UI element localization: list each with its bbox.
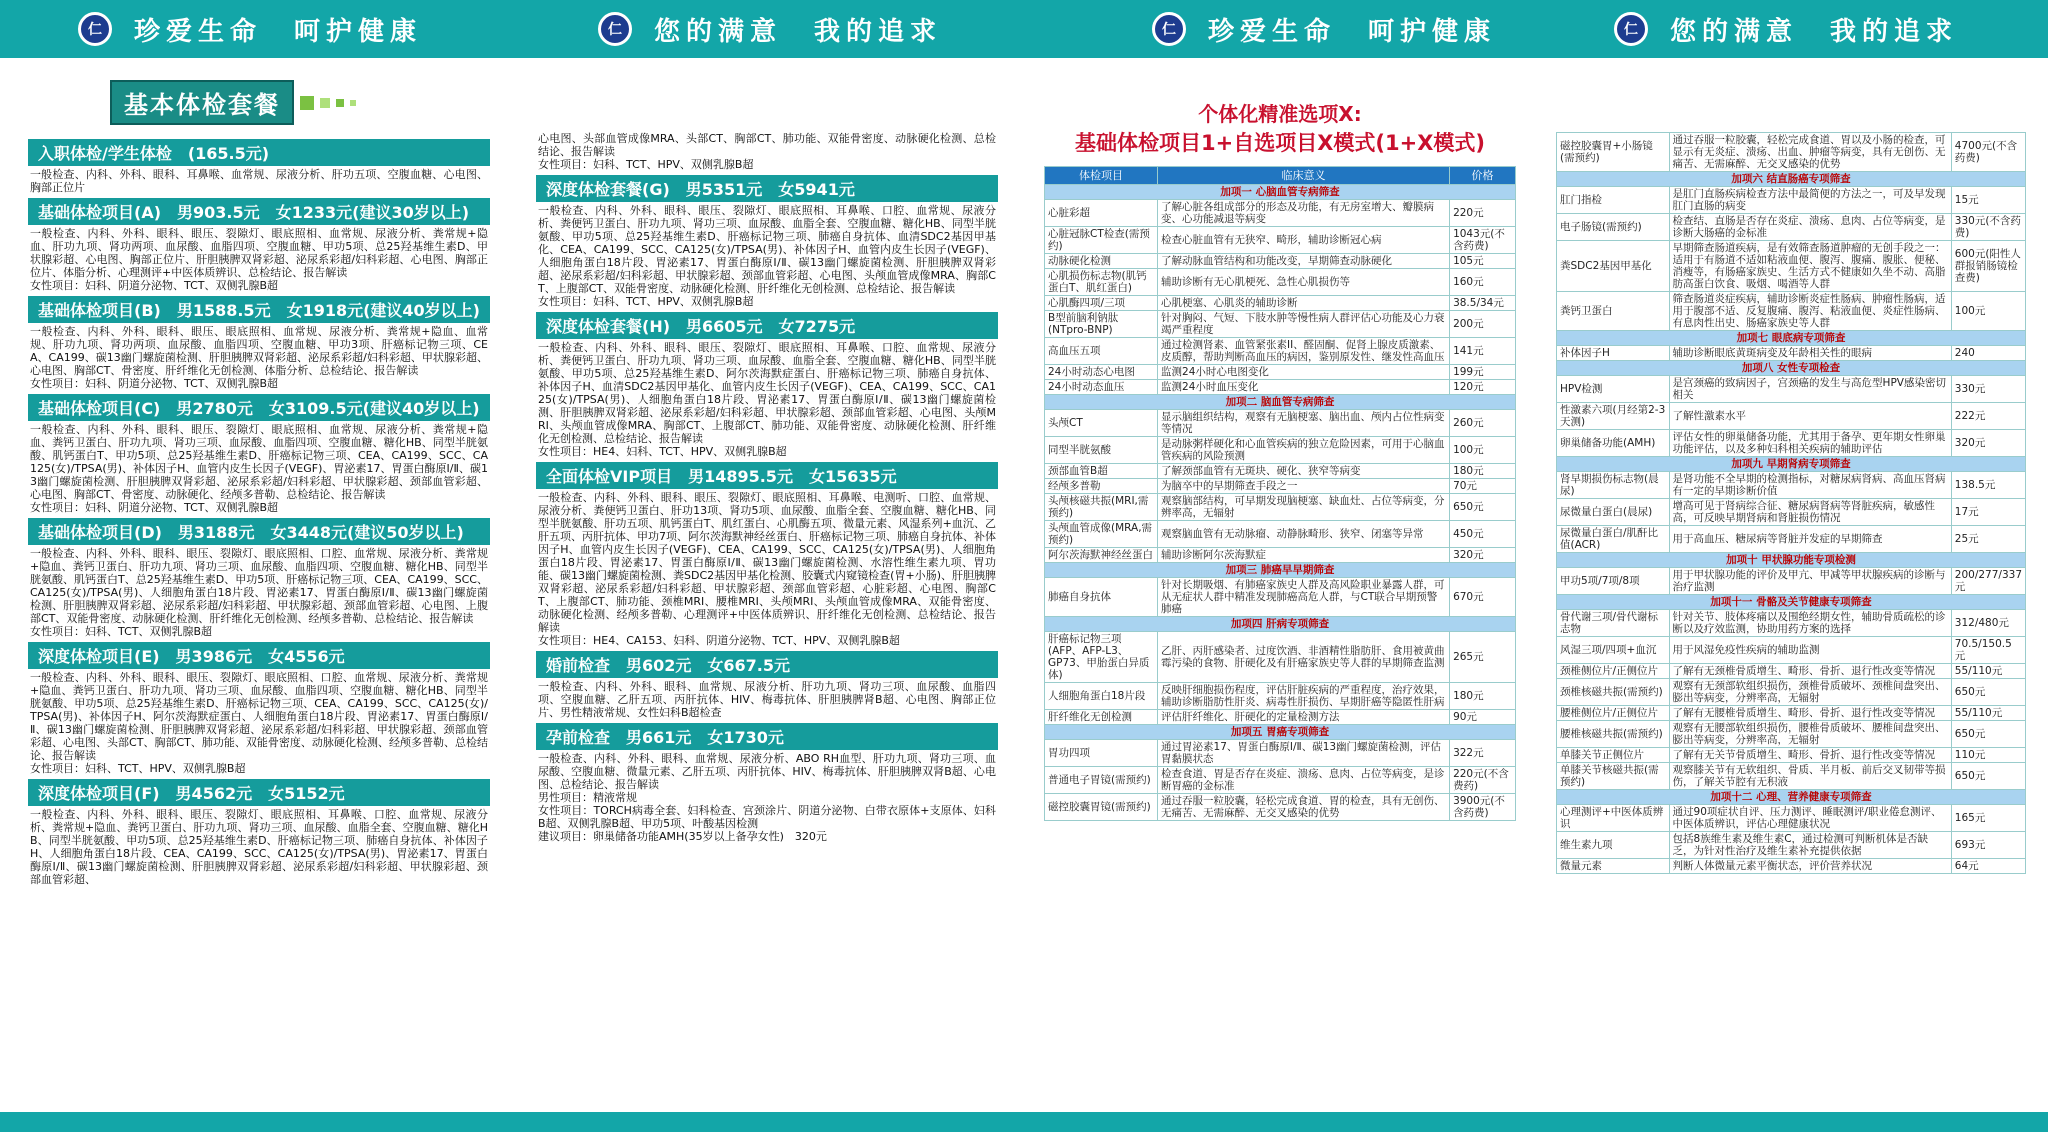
item-name: 维生素九项 (1557, 832, 1670, 859)
category-label: 加项八 女性专项检查 (1557, 361, 2026, 376)
item-meaning: 检查结、直肠是否存在炎症、溃疡、息肉、占位等病变，是诊断大肠癌的金标准 (1669, 214, 1951, 241)
package-title: 婚前检查 男602元 女667.5元 (536, 651, 998, 678)
item-name: 粪SDC2基因甲基化 (1557, 241, 1670, 292)
table-row (1557, 706, 2026, 721)
table-row (1557, 526, 2026, 553)
item-meaning: 是肛门直肠疾病检查方法中最简便的方法之一，可及早发现肛门直肠的病变 (1669, 187, 1951, 214)
table-row (1045, 380, 1516, 395)
item-price: 70元 (1450, 479, 1516, 494)
category-row (1045, 395, 1516, 410)
category-row (1557, 595, 2026, 610)
table-row (1045, 338, 1516, 365)
item-name: 甲功5项/7项/8项 (1557, 568, 1670, 595)
package-list (536, 175, 998, 843)
col-header-price: 价格 (1450, 167, 1516, 185)
item-price: 260元 (1450, 410, 1516, 437)
item-price: 17元 (1951, 499, 2025, 526)
package-items: 一般检查、内科、外科、眼科、眼压、眼底照相、血常规、尿液分析、粪常规+隐血、血常规、肝功九项、肾功两项、血尿酸、血脂四项、空腹血糖、甲功3项、肝癌标记物三项、CEA、CA199、碳13幽门螺旋菌检测、肝胆胰脾双肾彩超、泌尿系彩超/妇科彩超、甲状腺彩超、心电图、胸部CT、骨密度、肝纤维化无创检测、体脂分析、总检结论、报告解读 女性项目：妇科、阴道分泌物、TCT、双侧乳腺B超 (30, 325, 488, 390)
table-row (1557, 637, 2026, 664)
item-name: 颈椎核磁共振(需预约) (1557, 679, 1670, 706)
item-name: 肾早期损伤标志物(晨尿) (1557, 472, 1670, 499)
table-row (1557, 187, 2026, 214)
item-meaning: 针对长期吸烟、有肺癌家族史人群及高风险职业暴露人群，可从无症状人群中精准发现肺癌高危人群，与CT联合早期预警肺癌 (1158, 578, 1450, 617)
table-row (1557, 763, 2026, 790)
item-name: 风湿三项/四项+血沉 (1557, 637, 1670, 664)
item-price: 180元 (1450, 683, 1516, 710)
slogan-4: 仁 您的满意 我的追求 (1614, 0, 1958, 58)
table-row (1557, 610, 2026, 637)
package-items: 一般检查、内科、外科、眼科、眼压、裂隙灯、眼底照相、耳鼻喉、口腔、血常规、尿液分析、粪便钙卫蛋白、肝功九项、肾功三项、血尿酸、血脂全套、空腹血糖、糖化HB、同型半胱氨酸、甲功5项、总25羟基维生素D、肝癌标记物三项、肺癌自身抗体、血清SDC2基因甲基化、CEA、CA199、SCC、CA125(女)/TPSA(男)、补体因子H、血管内皮生长因子(VEGF)、人细胞角蛋白18片段、胃泌素17、胃蛋白酶原Ⅰ/Ⅱ、碳13幽门螺旋菌检测、肝胆胰脾双肾彩超、泌尿系彩超/妇科彩超、甲状腺彩超、颈部血管彩超、心电图、头颅血管成像MRA、胸部CT、上腹部CT、双能骨密度、动脉硬化检测、肝纤维化无创检测、总检结论、报告解读 女性项目：妇科、TCT、HPV、双侧乳腺B超 (538, 204, 996, 308)
table-row (1557, 472, 2026, 499)
package-title: 全面体检VIP项目 男14895.5元 女15635元 (536, 462, 998, 489)
category-label: 加项十一 骨骼及关节健康专项筛查 (1557, 595, 2026, 610)
package-section (28, 779, 490, 886)
item-meaning: 了解有无关节骨质增生、畸形、骨折、退行性改变等情况 (1669, 748, 1951, 763)
item-meaning: 为脑卒中的早期筛查手段之一 (1158, 479, 1450, 494)
item-price: 165元 (1951, 805, 2025, 832)
table-row (1557, 376, 2026, 403)
table-row (1045, 740, 1516, 767)
item-price: 600元(阳性人群报销肠镜检查费) (1951, 241, 2025, 292)
item-price: 105元 (1450, 254, 1516, 269)
package-section (536, 312, 998, 458)
item-price: 693元 (1951, 832, 2025, 859)
item-price: 330元 (1951, 376, 2025, 403)
category-label: 加项七 眼底病专项筛查 (1557, 331, 2026, 346)
item-price: 100元 (1951, 292, 2025, 331)
item-price: 670元 (1450, 578, 1516, 617)
item-meaning: 评估肝纤维化、肝硬化的定量检测方法 (1158, 710, 1450, 725)
item-name: 尿微量白蛋白/肌酐比值(ACR) (1557, 526, 1670, 553)
table-row (1557, 292, 2026, 331)
item-name: 肝癌标记物三项(AFP、AFP-L3、GP73、甲胎蛋白异质体) (1045, 632, 1158, 683)
package-title: 基础体检项目(D) 男3188元 女3448元(建议50岁以上) (28, 518, 490, 545)
slogan-2: 仁 您的满意 我的追求 (598, 0, 942, 58)
item-meaning: 用于高血压、糖尿病等肾脏并发症的早期筛查 (1669, 526, 1951, 553)
hospital-logo-icon: 仁 (1152, 12, 1186, 46)
item-meaning: 评估女性的卵巢储备功能，尤其用于备孕、更年期女性卵巢功能评估，以及多种妇科相关疾病的辅助评估 (1669, 430, 1951, 457)
table-row (1557, 664, 2026, 679)
category-label: 加项十二 心理、营养健康专项筛查 (1557, 790, 2026, 805)
item-price: 100元 (1450, 437, 1516, 464)
addon-table-continued (1556, 132, 2026, 874)
item-meaning: 用于风湿免疫性疾病的辅助监测 (1669, 637, 1951, 664)
item-name: 单膝关节核磁共振(需预约) (1557, 763, 1670, 790)
package-items: 一般检查、内科、外科、眼科、眼压、裂隙灯、眼底照相、口腔、血常规、尿液分析、粪常规+隐血、粪钙卫蛋白、肝功九项、肾功三项、血尿酸、血脂四项、空腹血糖、糖化HB、同型半胱氨酸、肌钙蛋白T、总25羟基维生素D、甲功5项、肝癌标记物三项、CEA、CA199、SCC、CA125(女)/TPSA(男)、人细胞角蛋白18片段、胃泌素17、胃蛋白酶原Ⅰ/Ⅱ、碳13幽门螺旋菌检测、肝胆胰脾双肾彩超、泌尿系彩超/妇科彩超、甲状腺彩超、颈部血管彩超、心电图、上腹部CT、双能骨密度、动脉硬化检测、肝纤维化无创检测、经颅多普勒、总检结论、报告解读 女性项目：妇科、TCT、双侧乳腺B超 (30, 547, 488, 638)
table-row (1557, 568, 2026, 595)
package-items: 一般检查、内科、外科、眼科、眼压、裂隙灯、眼底照相、耳鼻喉、口腔、血常规、尿液分析、粪便钙卫蛋白、肝功九项、肾功三项、血尿酸、血脂全套、空腹血糖、糖化HB、同型半胱氨酸、甲功5项、总25羟基维生素D、阿尔茨海默症蛋白、肝癌标记物三项、肺癌自身抗体、补体因子H、血清SDC2基因甲基化、血管内皮生长因子(VEGF)、CEA、CA199、SCC、CA125(女)/TPSA(男)、人细胞角蛋白18片段、胃泌素17、胃蛋白酶原Ⅰ/Ⅱ、碳13幽门螺旋菌检测、肝胆胰脾双肾彩超、泌尿系彩超/妇科彩超、甲状腺彩超、颈部血管彩超、心电图、头颅MRI、头颅血管成像MRA、胸部CT、上腹部CT、肺功能、双能骨密度、动脉硬化检测、肝纤维化无创检测、总检结论、报告解读 女性项目：HE4、妇科、TCT、HPV、双侧乳腺B超 (538, 341, 996, 458)
item-name: 磁控胶囊胃+小肠镜(需预约) (1557, 133, 1670, 172)
bottom-banner (0, 1112, 2048, 1132)
item-price: 55/110元 (1951, 706, 2025, 721)
col-header-item: 体检项目 (1045, 167, 1158, 185)
item-name: 肛门指检 (1557, 187, 1670, 214)
category-label: 加项十 甲状腺功能专项检测 (1557, 553, 2026, 568)
item-meaning: 是动脉粥样硬化和心血管疾病的独立危险因素，可用于心脑血管疾病的风险预测 (1158, 437, 1450, 464)
package-title: 基础体检项目(A) 男903.5元 女1233元(建议30岁以上) (28, 198, 490, 225)
item-name: 骨代谢三项/骨代谢标志物 (1557, 610, 1670, 637)
item-meaning: 筛查肠道炎症疾病，辅助诊断炎症性肠病、肿瘤性肠病，适用于腹部不适、反复腹痛、腹泻、粘液血便、炎症性肠病、有息肉性出史、肠癌家族史等人群 (1669, 292, 1951, 331)
item-meaning: 了解颈部血管有无斑块、硬化、狭窄等病变 (1158, 464, 1450, 479)
package-title: 基础体检项目(C) 男2780元 女3109.5元(建议40岁以上) (28, 394, 490, 421)
item-name: 颈椎侧位片/正侧位片 (1557, 664, 1670, 679)
category-label: 加项九 早期肾病专项筛查 (1557, 457, 2026, 472)
item-name: 性激素六项(月经第2-3天测) (1557, 403, 1670, 430)
package-section (28, 394, 490, 514)
item-name: HPV检测 (1557, 376, 1670, 403)
category-label: 加项五 胃癌专项筛查 (1045, 725, 1516, 740)
table-row (1557, 805, 2026, 832)
item-name: 头颅CT (1045, 410, 1158, 437)
table-row (1045, 632, 1516, 683)
item-meaning: 检查心脏血管有无狭窄、畸形，辅助诊断冠心病 (1158, 227, 1450, 254)
package-items: 一般检查、内科、外科、眼科、耳鼻喉、血常规、尿液分析、肝功五项、空腹血糖、心电图、胸部正位片 (30, 168, 488, 194)
item-price: 120元 (1450, 380, 1516, 395)
category-row (1557, 361, 2026, 376)
table-row (1557, 214, 2026, 241)
category-row (1045, 563, 1516, 578)
item-price: 15元 (1951, 187, 2025, 214)
category-row (1045, 617, 1516, 632)
package-section (536, 175, 998, 308)
item-name: 心脏冠脉CT检查(需预约) (1045, 227, 1158, 254)
table-row (1045, 578, 1516, 617)
item-meaning: 检查食道、胃是否存在炎症、溃疡、息肉、占位等病变，是诊断胃癌的金标准 (1158, 767, 1450, 794)
item-name: 心肌酶四项/三项 (1045, 296, 1158, 311)
item-meaning: 心肌梗塞、心肌炎的辅助诊断 (1158, 296, 1450, 311)
item-meaning: 通过吞服一粒胶囊，轻松完成食道、胃以及小肠的检查，可显示有无炎症、溃疡、出血、肿瘤等病变，具有无创伤、无痛苦、无需麻醉、无交叉感染的优势 (1669, 133, 1951, 172)
item-price: 138.5元 (1951, 472, 2025, 499)
item-meaning: 通过胃泌素17、胃蛋白酶原Ⅰ/Ⅱ、碳13幽门螺旋菌检测，评估胃黏膜状态 (1158, 740, 1450, 767)
package-title: 深度体检项目(F) 男4562元 女5152元 (28, 779, 490, 806)
slogan-3: 仁 珍爱生命 呵护健康 (1152, 0, 1496, 58)
table-row (1557, 241, 2026, 292)
package-title: 入职体检/学生体检 (165.5元) (28, 139, 490, 166)
item-price: 70.5/150.5元 (1951, 637, 2025, 664)
category-row (1557, 457, 2026, 472)
item-price: 320元 (1450, 548, 1516, 563)
category-label: 加项三 肺癌早早期筛查 (1045, 563, 1516, 578)
package-title: 深度体检套餐(G) 男5351元 女5941元 (536, 175, 998, 202)
item-name: 头颅核磁共振(MRI,需预约) (1045, 494, 1158, 521)
table-row (1557, 403, 2026, 430)
item-price: 38.5/34元 (1450, 296, 1516, 311)
item-name: 单膝关节正侧位片 (1557, 748, 1670, 763)
item-name: 心理测评+中医体质辨识 (1557, 805, 1670, 832)
item-meaning: 包括8族维生素及维生素C，通过检测可判断机体是否缺乏，为针对性治疗及维生素补充提供依据 (1669, 832, 1951, 859)
addon-table (1044, 166, 1516, 821)
item-meaning: 针对关节、肢体疼痛以及围绝经期女性，辅助骨质疏松的诊断以及疗效监测，协助用药方案的选择 (1669, 610, 1951, 637)
table-row (1045, 410, 1516, 437)
item-name: 心肌损伤标志物(肌钙蛋白T、肌红蛋白) (1045, 269, 1158, 296)
item-meaning: 观察脑血管有无动脉瘤、动静脉畸形、狭窄、闭塞等异常 (1158, 521, 1450, 548)
item-price: 650元 (1951, 721, 2025, 748)
item-name: 24小时动态血压 (1045, 380, 1158, 395)
table-row (1045, 365, 1516, 380)
package-title: 深度体检套餐(H) 男6605元 女7275元 (536, 312, 998, 339)
item-meaning: 了解性激素水平 (1669, 403, 1951, 430)
item-name: 微量元素 (1557, 859, 1670, 874)
item-price: 330元(不含药费) (1951, 214, 2025, 241)
table-row (1557, 499, 2026, 526)
category-label: 加项一 心脑血管专病筛查 (1045, 185, 1516, 200)
item-meaning: 用于甲状腺功能的评价及甲亢、甲减等甲状腺疾病的诊断与治疗监测 (1669, 568, 1951, 595)
packages-column-2 (536, 70, 998, 1108)
package-section (536, 462, 998, 647)
table-row (1045, 437, 1516, 464)
table-row (1045, 269, 1516, 296)
item-meaning: 了解有无颈椎骨质增生、畸形、骨折、退行性改变等情况 (1669, 664, 1951, 679)
item-price: 200元 (1450, 311, 1516, 338)
item-name: 粪钙卫蛋白 (1557, 292, 1670, 331)
item-meaning: 观察膝关节有无软组织、骨质、半月板、前后交叉韧带等损伤，了解关节腔有无积液 (1669, 763, 1951, 790)
table-row (1557, 346, 2026, 361)
slogan-1: 仁 珍爱生命 呵护健康 (78, 0, 422, 58)
table-row (1045, 311, 1516, 338)
package-section (28, 296, 490, 390)
item-price: 199元 (1450, 365, 1516, 380)
item-price: 3900元(不含药费) (1450, 794, 1516, 821)
col-header-meaning: 临床意义 (1158, 167, 1450, 185)
item-price: 4700元(不含药费) (1951, 133, 2025, 172)
table-row (1045, 683, 1516, 710)
item-price: 64元 (1951, 859, 2025, 874)
table-row (1557, 832, 2026, 859)
table-row (1557, 748, 2026, 763)
table-row (1045, 494, 1516, 521)
addon-column-2 (1556, 132, 2026, 1108)
package-items: 一般检查、内科、外科、眼科、眼压、裂隙灯、眼底照相、口腔、血常规、尿液分析、粪常规+隐血、粪钙卫蛋白、肝功九项、肾功三项、血尿酸、血脂四项、空腹血糖、糖化HB、同型半胱氨酸、甲功5项、总25羟基维生素D、肝癌标记物三项、CEA、CA199、SCC、CA125(女)/TPSA(男)、补体因子H、阿尔茨海默症蛋白、人细胞角蛋白18片段、胃泌素17、胃蛋白酶原Ⅰ/Ⅱ、碳13幽门螺旋菌检测、肝胆胰脾双肾彩超、泌尿系彩超/妇科彩超、甲状腺彩超、颈部血管彩超、心电图、头部CT、胸部CT、肺功能、双能骨密度、动脉硬化检测、经颅多普勒、总检结论、报告解读 女性项目：妇科、TCT、HPV、双侧乳腺B超 (30, 671, 488, 775)
item-name: 肺癌自身抗体 (1045, 578, 1158, 617)
item-meaning: 了解心脏各组成部分的形态及功能，有无房室增大、瓣膜病变、心功能减退等病变 (1158, 200, 1450, 227)
item-price: 240 (1951, 346, 2025, 361)
item-name: 高血压五项 (1045, 338, 1158, 365)
table-row (1557, 133, 2026, 172)
package-section (28, 198, 490, 292)
item-meaning: 监测24小时心电图变化 (1158, 365, 1450, 380)
item-name: 阿尔茨海默神经丝蛋白 (1045, 548, 1158, 563)
item-name: 电子肠镜(需预约) (1557, 214, 1670, 241)
item-price: 110元 (1951, 748, 2025, 763)
item-price: 90元 (1450, 710, 1516, 725)
package-title: 孕前检查 男661元 女1730元 (536, 723, 998, 750)
item-price: 25元 (1951, 526, 2025, 553)
item-meaning: 显示脑组织结构，观察有无脑梗塞、脑出血、颅内占位性病变等情况 (1158, 410, 1450, 437)
item-price: 220元 (1450, 200, 1516, 227)
item-meaning: 观察有无颈部软组织损伤，颈椎骨质破坏、颈椎间盘突出、膨出等病变，分辨率高，无辐射 (1669, 679, 1951, 706)
table-row (1045, 254, 1516, 269)
package-section (28, 139, 490, 194)
table-row (1557, 721, 2026, 748)
item-meaning: 通过90项症状自评、压力测评、睡眠测评/职业倦怠测评、中医体质辨识，评估心理健康状况 (1669, 805, 1951, 832)
table-row (1045, 767, 1516, 794)
item-name: 颈部血管B超 (1045, 464, 1158, 479)
table-row (1557, 859, 2026, 874)
table-row (1045, 296, 1516, 311)
table-row (1045, 227, 1516, 254)
item-meaning: 乙肝、丙肝感染者、过度饮酒、非酒精性脂肪肝、食用被黄曲霉污染的食物、肝硬化及有肝癌家族史等人群的早期筛查监测 (1158, 632, 1450, 683)
item-meaning: 通过检测肾素、血管紧张素II、醛固酮、促肾上腺皮质激素、皮质醇，帮助判断高血压的病因，鉴别原发性、继发性高血压 (1158, 338, 1450, 365)
item-name: 尿微量白蛋白(晨尿) (1557, 499, 1670, 526)
item-price: 450元 (1450, 521, 1516, 548)
item-price: 180元 (1450, 464, 1516, 479)
addon-title: 个体化精准选项X: (1198, 102, 1362, 126)
item-name: 经颅多普勒 (1045, 479, 1158, 494)
category-row (1045, 185, 1516, 200)
package-section (28, 518, 490, 638)
table-row (1045, 479, 1516, 494)
item-price: 141元 (1450, 338, 1516, 365)
category-row (1045, 725, 1516, 740)
item-name: 卵巢储备功能(AMH) (1557, 430, 1670, 457)
table-row (1045, 464, 1516, 479)
package-items: 一般检查、内科、外科、眼科、眼压、裂隙灯、眼底照相、血常规、尿液分析、粪常规+隐血、肝功九项、肾功两项、血尿酸、血脂四项、空腹血糖、甲功5项、总25羟基维生素D、甲状腺彩超、心电图、胸部正位片、肝胆胰脾双肾彩超、泌尿系彩超/妇科彩超、心电图、胸部正位片、体脂分析、心理测评+中医体质辨识、总检结论、报告解读 女性项目：妇科、阴道分泌物、TCT、双侧乳腺B超 (30, 227, 488, 292)
item-meaning: 是宫颈癌的致病因子，宫颈癌的发生与高危型HPV感染密切相关 (1669, 376, 1951, 403)
item-price: 222元 (1951, 403, 2025, 430)
item-name: 心脏彩超 (1045, 200, 1158, 227)
item-name: 腰椎核磁共振(需预约) (1557, 721, 1670, 748)
table-row (1045, 794, 1516, 821)
package-section (536, 723, 998, 843)
packages-column-1 (28, 70, 490, 1108)
table-row (1045, 710, 1516, 725)
item-price: 312/480元 (1951, 610, 2025, 637)
package-section (536, 651, 998, 719)
item-meaning: 了解有无腰椎骨质增生、畸形、骨折、退行性改变等情况 (1669, 706, 1951, 721)
item-meaning: 观察有无腰部软组织损伤，腰椎骨质破坏、腰椎间盘突出、膨出等病变，分辨率高，无辐射 (1669, 721, 1951, 748)
item-price: 55/110元 (1951, 664, 2025, 679)
item-name: 补体因子H (1557, 346, 1670, 361)
package-items: 一般检查、内科、外科、眼科、眼压、裂隙灯、眼底照相、血常规、尿液分析、粪常规+隐血、粪钙卫蛋白、肝功九项、肾功三项、血尿酸、血脂四项、空腹血糖、糖化HB、同型半胱氨酸、肌钙蛋白T、甲功5项、总25羟基维生素D、肝癌标记物三项、CEA、CA199、SCC、CA125(女)/TPSA(男)、补体因子H、血管内皮生长因子(VEGF)、胃泌素17、胃蛋白酶原Ⅰ/Ⅱ、碳13幽门螺旋菌检测、肝胆胰脾双肾彩超、泌尿系彩超/妇科彩超、甲状腺彩超、颈部血管彩超、心电图、胸部CT、骨密度、动脉硬化、经颅多普勒、总检结论、报告解读 女性项目：妇科、阴道分泌物、TCT、双侧乳腺B超 (30, 423, 488, 514)
item-price: 1043元(不含药费) (1450, 227, 1516, 254)
item-meaning: 辅助诊断眼底黄斑病变及年龄相关性的眼病 (1669, 346, 1951, 361)
category-label: 加项二 脑血管专病筛查 (1045, 395, 1516, 410)
item-name: B型前脑利钠肽(NTpro-BNP) (1045, 311, 1158, 338)
package-title: 深度体检项目(E) 男3986元 女4556元 (28, 642, 490, 669)
item-meaning: 早期筛查肠道疾病，是有效筛查肠道肿瘤的无创手段之一：适用于有肠道不适如粘液血便、腹泻、腹痛、腹胀、便秘、消瘦等，有肠癌家族史、生活方式不健康如久坐不动、高脂肪高蛋白饮食、吸烟、喝酒等人群 (1669, 241, 1951, 292)
package-items: 一般检查、内科、外科、眼科、血常规、尿液分析、ABO RH血型、肝功九项、肾功三项、血尿酸、空腹血糖、微量元素、乙肝五项、丙肝抗体、HIV、梅毒抗体、肝胆胰脾双肾B超、心电图、总检结论、报告解读 男性项目：精液常规 女性项目：TORCH病毒全套、妇科检查、宫颈涂片、阴道分泌物、白带衣原体+支原体、妇科B超、双侧乳腺B超、甲功5项、叶酸基因检测 建议项目：卵巢储备功能AMH(35岁以上备孕女性) 320元 (538, 752, 996, 843)
item-name: 动脉硬化检测 (1045, 254, 1158, 269)
table-row (1045, 521, 1516, 548)
item-price: 650元 (1951, 679, 2025, 706)
item-meaning: 监测24小时血压变化 (1158, 380, 1450, 395)
table-row (1557, 430, 2026, 457)
item-meaning: 观察脑部结构，可早期发现脑梗塞、缺血灶、占位等病变，分辨率高，无辐射 (1158, 494, 1450, 521)
item-meaning: 辅助诊断有无心肌梗死、急性心肌损伤等 (1158, 269, 1450, 296)
item-price: 650元 (1450, 494, 1516, 521)
item-meaning: 了解动脉血管结构和功能改变，早期筛查动脉硬化 (1158, 254, 1450, 269)
table-row (1557, 679, 2026, 706)
package-items: 一般检查、内科、外科、眼科、眼压、裂隙灯、眼底照相、耳鼻喉、口腔、血常规、尿液分析、粪常规+隐血、粪钙卫蛋白、肝功九项、肾功三项、血尿酸、血脂全套、空腹血糖、糖化HB、同型半胱氨酸、甲功5项、总25羟基维生素D、肝癌标记物三项、肺癌自身抗体、补体因子H、人细胞角蛋白18片段、CEA、CA199、SCC、CA125(女)/TPSA(男)、胃泌素17、胃蛋白酶原Ⅰ/Ⅱ、碳13幽门螺旋菌检测、肝胆胰脾双肾彩超、泌尿系彩超/妇科彩超、甲状腺彩超、颈部血管彩超、 (30, 808, 488, 886)
item-price: 220元(不含费药) (1450, 767, 1516, 794)
item-price: 320元 (1951, 430, 2025, 457)
table-row (1045, 548, 1516, 563)
item-name: 头颅血管成像(MRA,需预约) (1045, 521, 1158, 548)
item-meaning: 通过吞服一粒胶囊，轻松完成食道、胃的检查，具有无创伤、无痛苦、无需麻醉、无交叉感染的优势 (1158, 794, 1450, 821)
item-meaning: 辅助诊断阿尔茨海默症 (1158, 548, 1450, 563)
item-meaning: 增高可见于肾病综合征、糖尿病肾病等肾脏疾病，敏感性高，可反映早期肾病和肾脏损伤情况 (1669, 499, 1951, 526)
category-row (1557, 172, 2026, 187)
package-title: 基础体检项目(B) 男1588.5元 女1918元(建议40岁以上) (28, 296, 490, 323)
item-name: 肝纤维化无创检测 (1045, 710, 1158, 725)
category-label: 加项六 结直肠癌专项筛查 (1557, 172, 2026, 187)
item-name: 人细胞角蛋白18片段 (1045, 683, 1158, 710)
category-row (1557, 790, 2026, 805)
addon-column-1 (1044, 100, 1516, 1108)
item-meaning: 判断人体微量元素平衡状态，评价营养状况 (1669, 859, 1951, 874)
table-row (1045, 200, 1516, 227)
section-title: 基本体检套餐 (110, 80, 490, 125)
addon-subtitle: 基础体检项目1+自选项目X模式(1+X模式) (1075, 131, 1485, 155)
package-section (28, 642, 490, 775)
item-name: 腰椎侧位片/正侧位片 (1557, 706, 1670, 721)
item-name: 24小时动态心电图 (1045, 365, 1158, 380)
item-meaning: 是肾功能不全早期的检测指标，对糖尿病肾病、高血压肾病有一定的早期诊断价值 (1669, 472, 1951, 499)
hospital-logo-icon: 仁 (1614, 12, 1648, 46)
item-price: 322元 (1450, 740, 1516, 767)
item-name: 胃功四项 (1045, 740, 1158, 767)
category-label: 加项四 肝病专项筛查 (1045, 617, 1516, 632)
package-list (28, 139, 490, 886)
package-items: 一般检查、内科、外科、眼科、眼压、裂隙灯、眼底照相、耳鼻喉、电测听、口腔、血常规、尿液分析、粪便钙卫蛋白、肝功13项、肾功5项、血尿酸、血脂全套、空腹血糖、糖化HB、同型半胱氨酸、肝功五项、肌钙蛋白T、肌红蛋白、心肌酶五项、微量元素、风湿系列+血沉、乙肝五项、丙肝抗体、甲功7项、阿尔茨海默神经丝蛋白、肝癌标记物三项、肺癌自身抗体、补体因子H、血管内皮生长因子(VEGF)、CEA、CA199、SCC、CA125(女)/TPSA(男)、人细胞角蛋白18片段、胃泌素17、胃蛋白酶原Ⅰ/Ⅱ、碳13幽门螺旋菌检测、水溶性维生素九项、胃功能、碳13幽门螺旋菌检测、粪SDC2基因甲基化检测、胶囊式内窥镜检查(胃+小肠)、肝胆胰脾双肾彩超、泌尿系彩超/妇科彩超、甲状腺彩超、颈部血管彩超、心脏彩超、心电图、胸部CT、上腹部CT、肺功能、颈椎MRI、腰椎MRI、头颅MRI、头颅血管成像MRA、双能骨密度、动脉硬化检测、经颅多普勒、心理测评+中医体质辨识、肝纤维化无创检测、总检结论、报告解读 女性项目：HE4、CA153、妇科、阴道分泌物、TCT、HPV、双侧乳腺B超 (538, 491, 996, 647)
item-price: 265元 (1450, 632, 1516, 683)
item-name: 普通电子胃镜(需预约) (1045, 767, 1158, 794)
hospital-logo-icon: 仁 (78, 12, 112, 46)
category-row (1557, 331, 2026, 346)
item-price: 200/277/337元 (1951, 568, 2025, 595)
item-price: 160元 (1450, 269, 1516, 296)
item-price: 650元 (1951, 763, 2025, 790)
item-meaning: 针对胸闷、气短、下肢水肿等慢性病人群评估心功能及心力衰竭严重程度 (1158, 311, 1450, 338)
item-name: 磁控胶囊胃镜(需预约) (1045, 794, 1158, 821)
category-row (1557, 553, 2026, 568)
hospital-logo-icon: 仁 (598, 12, 632, 46)
item-name: 同型半胱氨酸 (1045, 437, 1158, 464)
package-items: 一般检查、内科、外科、眼科、血常规、尿液分析、肝功九项、肾功三项、血尿酸、血脂四项、空腹血糖、乙肝五项、丙肝抗体、HIV、梅毒抗体、肝胆胰脾肾B超、心电图、胸部正位片、男性精液常规、女性妇科B超检查 (538, 680, 996, 719)
item-meaning: 反映肝细胞损伤程度，评估肝脏疾病的严重程度，治疗效果，辅助诊断脂肪性肝炎、病毒性肝损伤、早期肝癌等隐匿性肝病 (1158, 683, 1450, 710)
continued-text: 心电图、头部血管成像MRA、头部CT、胸部CT、肺功能、双能骨密度、动脉硬化检测、总检结论、报告解读 女性项目：妇科、TCT、HPV、双侧乳腺B超 (538, 132, 996, 171)
